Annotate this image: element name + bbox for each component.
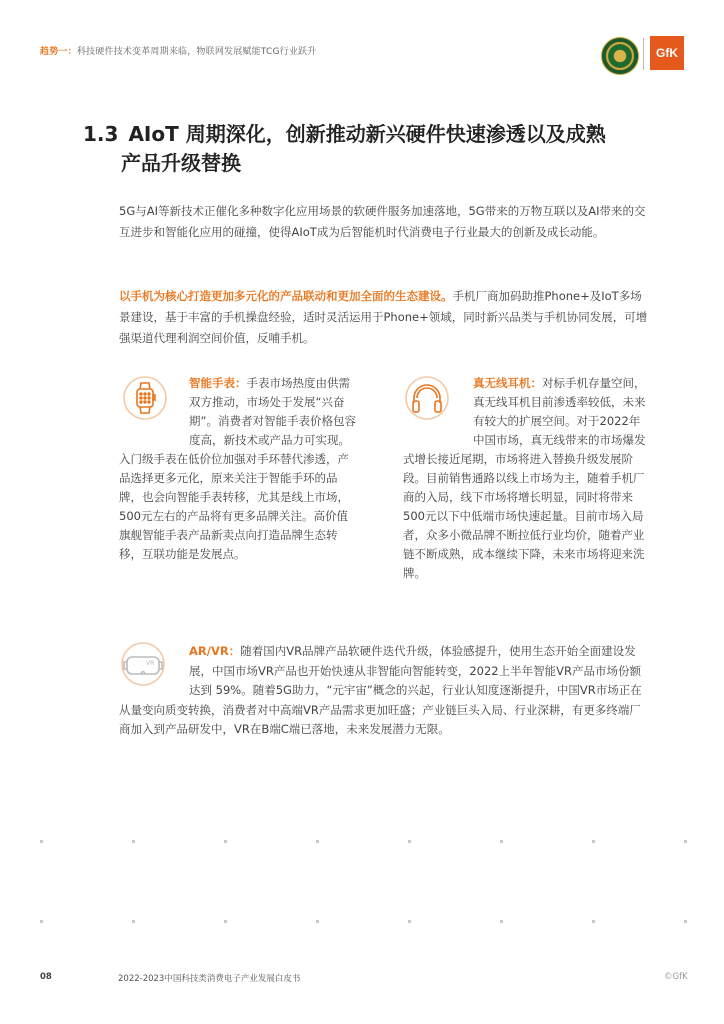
earphone-icon-box — [403, 374, 473, 432]
headphones-icon — [405, 376, 449, 420]
page-number: 08 — [40, 972, 52, 982]
phone-ecosystem-lead: 以手机为核心打造更加多元化的产品联动和更加全面的生态建设。 — [119, 289, 453, 303]
section-number: 1.3 — [83, 122, 119, 146]
smartwatch-icon — [123, 376, 167, 420]
svg-text:VR: VR — [146, 660, 155, 667]
earphone-section — [403, 374, 646, 583]
smartwatch-label: 智能手表： — [189, 376, 247, 390]
footer-book-title: 2022-2023中国科技类消费电子产业发展白皮书 — [118, 974, 301, 984]
vr-icon-box — [119, 642, 189, 700]
association-seal-logo — [601, 37, 639, 75]
section-title-line1: AIoT 周期深化，创新推动新兴硬件快速渗透以及成熟 — [128, 122, 606, 146]
gfk-logo — [650, 36, 684, 70]
header-label: 科技硬件技术变革周期来临，物联网发展赋能TCG行业跃升 — [76, 47, 317, 57]
intro-paragraph: 5G与AI等新技术正催化多种数字化应用场景的软硬件服务加速落地，5G带来的万物互联以及AI带来的交互进步和智能化应用的碰撞，使得AIoT成为后智能机时代消费电子行业最大的创新及成长动能。 — [119, 204, 646, 239]
running-header — [40, 44, 316, 57]
phone-ecosystem-paragraph — [119, 286, 649, 349]
section-title — [83, 120, 683, 178]
arvr-label: AR/VR： — [189, 644, 241, 658]
gfk-logo-text: GfK — [656, 46, 678, 60]
section-title-line2: 产品升级替换 — [121, 151, 241, 175]
smartwatch-text: 手表市场热度由供需双方推动，市场处于发展“兴奋期”。消费者对智能手表价格包容度高，新技术或产品力可实现。入门级手表在低价位加强对手环替代渗透，产品选择更多元化，原来关注于智能手环的品牌，也会向智能手表转移，尤其是线上市场，500元左右的产品将有更多品牌关注。高价值旗舰智能手表产品新卖点向打造品牌生态转移，互联功能是发展点。 — [119, 376, 356, 561]
arvr-text: 随着国内VR品牌产品软硬件迭代升级，体验感提升，使用生态开始全面建设发展，中国市场VR产品也开始快速从非智能向智能转变，2022上半年智能VR产品市场份额达到 59%。随着5G助力，“元宇宙”概念的兴起，行业认知度逐渐提升，中国VR市场正在从量变向质变转换，消费者对中高端VR产品需求更加旺盛；产业链巨头入局、行业深耕，有更多终端厂商加入到产品研发中，VR在B端C端已落地，未来发展潜力无限。 — [119, 644, 642, 736]
smartwatch-section — [119, 374, 357, 564]
logo-divider — [643, 38, 644, 70]
header-label-strong: 趋势一： — [40, 47, 77, 57]
footer-copyright: ©GfK — [664, 972, 688, 982]
arvr-section — [119, 642, 649, 740]
vr-headset-icon — [121, 642, 165, 686]
smartwatch-icon-box — [119, 374, 189, 432]
decorative-dot-row-1 — [40, 840, 690, 844]
earphone-label: 真无线耳机： — [473, 376, 542, 390]
decorative-dot-row-2 — [40, 920, 690, 924]
earphone-text: 对标手机存量空间，真无线耳机目前渗透率较低，未来有较大的扩展空间。对于2022年中国市场，真无线带来的市场爆发式增长接近尾期，市场将进入替换升级发展阶段。目前销售通路以线上市场为主，随着手机厂商的入局，线下市场将增长明显，同时将带来500元以下中低端市场快速起量。目前市场入局者，众多小微品牌不断拉低行业均价，随着产业链不断成熟，成本继续下降，未来市场将迎来洗牌。 — [403, 376, 646, 580]
phone-ecosystem-text: 手机厂商加码助推Phone+及IoT多场景建设，基于丰富的手机操盘经验，适时灵活运用于Phone+领域，同时新兴品类与手机协同发展，可增强渠道代理利润空间价值，反哺手机。 — [119, 289, 648, 345]
